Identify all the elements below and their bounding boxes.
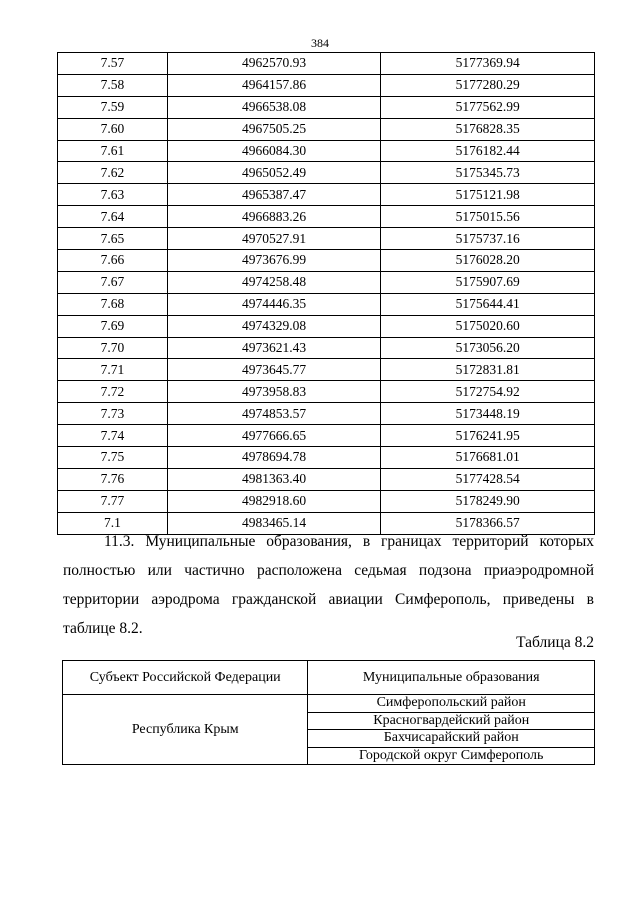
coordinate-row — [58, 118, 595, 140]
point-number-cell: 7.75 — [58, 447, 168, 469]
point-number-cell: 7.64 — [58, 206, 168, 228]
y-coordinate-cell: 5176828.35 — [381, 118, 595, 140]
point-number-cell: 7.66 — [58, 250, 168, 272]
coordinate-row — [58, 228, 595, 250]
coordinate-row — [58, 293, 595, 315]
x-coordinate-cell: 4973958.83 — [167, 381, 381, 403]
x-coordinate-cell: 4973676.99 — [167, 250, 381, 272]
x-coordinate-cell: 4962570.93 — [167, 53, 381, 75]
coordinate-row — [58, 315, 595, 337]
x-coordinate-cell: 4970527.91 — [167, 228, 381, 250]
y-coordinate-cell: 5176028.20 — [381, 250, 595, 272]
y-coordinate-cell: 5173056.20 — [381, 337, 595, 359]
y-coordinate-cell: 5175020.60 — [381, 315, 595, 337]
x-coordinate-cell: 4965387.47 — [167, 184, 381, 206]
coordinates-table-body — [58, 53, 595, 535]
coordinate-row — [58, 53, 595, 75]
coordinate-row — [58, 468, 595, 490]
coordinate-row — [58, 447, 595, 469]
coordinates-table — [57, 52, 595, 535]
coordinate-row — [58, 271, 595, 293]
y-coordinate-cell: 5175907.69 — [381, 271, 595, 293]
municipality-cell: Красногвардейский район — [308, 712, 595, 730]
coordinate-row — [58, 184, 595, 206]
point-number-cell: 7.65 — [58, 228, 168, 250]
coordinate-row — [58, 381, 595, 403]
y-coordinate-cell: 5176681.01 — [381, 447, 595, 469]
point-number-cell: 7.62 — [58, 162, 168, 184]
municipality-cell: Симферопольский район — [308, 695, 595, 713]
municipal-table-header-row — [63, 661, 595, 695]
x-coordinate-cell: 4978694.78 — [167, 447, 381, 469]
coordinate-row — [58, 206, 595, 228]
header-subject: Субъект Российской Федерации — [63, 661, 308, 695]
municipality-cell: Бахчисарайский район — [308, 730, 595, 748]
x-coordinate-cell: 4973621.43 — [167, 337, 381, 359]
coordinate-row — [58, 490, 595, 512]
point-number-cell: 7.73 — [58, 403, 168, 425]
point-number-cell: 7.67 — [58, 271, 168, 293]
x-coordinate-cell: 4974446.35 — [167, 293, 381, 315]
point-number-cell: 7.69 — [58, 315, 168, 337]
point-number-cell: 7.76 — [58, 468, 168, 490]
municipal-row — [63, 695, 595, 713]
x-coordinate-cell: 4966084.30 — [167, 140, 381, 162]
x-coordinate-cell: 4964157.86 — [167, 74, 381, 96]
y-coordinate-cell: 5177562.99 — [381, 96, 595, 118]
y-coordinate-cell: 5176241.95 — [381, 425, 595, 447]
x-coordinate-cell: 4974329.08 — [167, 315, 381, 337]
y-coordinate-cell: 5175345.73 — [381, 162, 595, 184]
point-number-cell: 7.1 — [58, 512, 168, 534]
point-number-cell: 7.57 — [58, 53, 168, 75]
table-caption: Таблица 8.2 — [516, 634, 594, 651]
point-number-cell: 7.63 — [58, 184, 168, 206]
municipality-cell: Городской округ Симферополь — [308, 747, 595, 765]
municipal-table — [62, 660, 595, 765]
page-number: 384 — [311, 36, 329, 50]
y-coordinate-cell: 5173448.19 — [381, 403, 595, 425]
coordinate-row — [58, 359, 595, 381]
point-number-cell: 7.74 — [58, 425, 168, 447]
x-coordinate-cell: 4981363.40 — [167, 468, 381, 490]
y-coordinate-cell: 5177428.54 — [381, 468, 595, 490]
x-coordinate-cell: 4983465.14 — [167, 512, 381, 534]
section-paragraph: 11.3. Муниципальные образования, в границах территорий которых полностью или частично расположена седьмая подзона приаэродромной территории аэродрома гражданской авиации Симферополь, приведены в таблице 8.2. — [63, 533, 594, 637]
point-number-cell: 7.72 — [58, 381, 168, 403]
y-coordinate-cell: 5172831.81 — [381, 359, 595, 381]
y-coordinate-cell: 5178366.57 — [381, 512, 595, 534]
point-number-cell: 7.58 — [58, 74, 168, 96]
y-coordinate-cell: 5176182.44 — [381, 140, 595, 162]
coordinate-row — [58, 250, 595, 272]
coordinate-row — [58, 162, 595, 184]
y-coordinate-cell: 5175121.98 — [381, 184, 595, 206]
coordinate-row — [58, 74, 595, 96]
y-coordinate-cell: 5175015.56 — [381, 206, 595, 228]
coordinate-row — [58, 403, 595, 425]
coordinate-row — [58, 140, 595, 162]
y-coordinate-cell: 5177280.29 — [381, 74, 595, 96]
y-coordinate-cell: 5177369.94 — [381, 53, 595, 75]
point-number-cell: 7.68 — [58, 293, 168, 315]
point-number-cell: 7.77 — [58, 490, 168, 512]
x-coordinate-cell: 4973645.77 — [167, 359, 381, 381]
x-coordinate-cell: 4966883.26 — [167, 206, 381, 228]
subject-cell: Республика Крым — [63, 695, 308, 765]
x-coordinate-cell: 4974258.48 — [167, 271, 381, 293]
x-coordinate-cell: 4974853.57 — [167, 403, 381, 425]
point-number-cell: 7.71 — [58, 359, 168, 381]
x-coordinate-cell: 4965052.49 — [167, 162, 381, 184]
header-municipal: Муниципальные образования — [308, 661, 595, 695]
coordinate-row — [58, 96, 595, 118]
point-number-cell: 7.61 — [58, 140, 168, 162]
point-number-cell: 7.59 — [58, 96, 168, 118]
x-coordinate-cell: 4982918.60 — [167, 490, 381, 512]
y-coordinate-cell: 5175737.16 — [381, 228, 595, 250]
coordinate-row — [58, 425, 595, 447]
y-coordinate-cell: 5175644.41 — [381, 293, 595, 315]
x-coordinate-cell: 4966538.08 — [167, 96, 381, 118]
coordinate-row — [58, 337, 595, 359]
x-coordinate-cell: 4977666.65 — [167, 425, 381, 447]
x-coordinate-cell: 4967505.25 — [167, 118, 381, 140]
point-number-cell: 7.70 — [58, 337, 168, 359]
y-coordinate-cell: 5178249.90 — [381, 490, 595, 512]
point-number-cell: 7.60 — [58, 118, 168, 140]
y-coordinate-cell: 5172754.92 — [381, 381, 595, 403]
